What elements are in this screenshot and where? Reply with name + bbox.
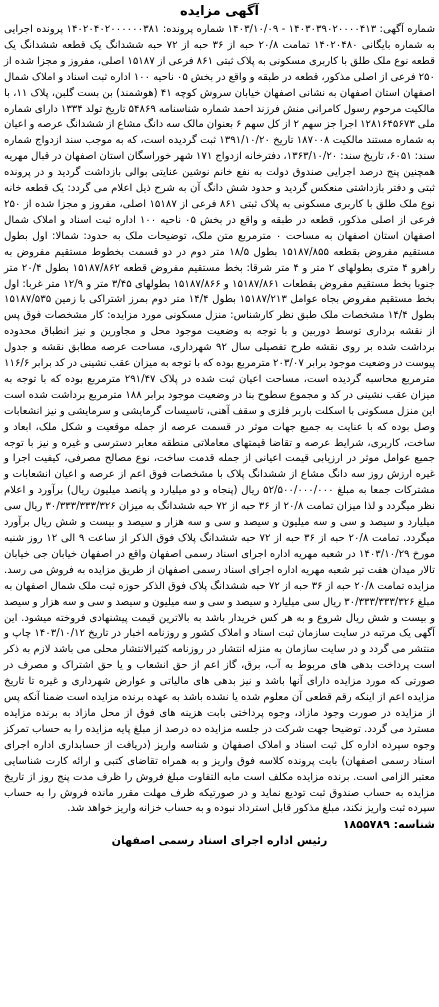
tracking-id: ۱۸۵۵۷۸۹ bbox=[342, 818, 390, 832]
notice-title: آگهی مزایده bbox=[180, 4, 259, 19]
tracking-line bbox=[4, 817, 435, 833]
signature: رئیس اداره اجرای اسناد رسمی اصفهان bbox=[111, 834, 328, 848]
notice-body: شماره آگهی: ۱۴۰۳۰۳۹۰۲۰۰۰۰۴۱۳ - ۱۴۰۳/۱۰/۰۹ شماره پرونده: ۱۴۰۲۰۴۰۲۰۰۰۰۰۰۳۸۱ پرونده اجرایی به شماره بایگانی ۱۴۰۲۰۴۸۰ تمامت ۲۰/۸ حبه از ۳۶ حبه از ۷۲ حبه ششدانگ یک قطعه ششدانگ یک قطعه نوع ملک طلق با کاربری مسکونی به پلاک ثبتی ۸۶۱ فرعی از ۱۵۱۸۷ اصلی، مفروز و مجزا شده از ۲۵۰ فرعی از اصلی مذکور، قطعه در طبقه و واقع در بخش ۰۵ ناحیه ۱۰۰ اداره ثبت اسناد و املاک شمال اصفهان استان اصفهان به نشانی اصفهان خیابان سروش کوچه ۴۱ (هوشمند) بن بست گلبن، پلاک ۱۱، با مالکیت مرحوم رسول کامرانی منش فرزند احمد شماره شناسنامه ۵۴۸۶۹ تاریخ تولد ۱۳۳۴ دارای شماره ملی ۱۲۸۱۶۴۵۶۷۳ اجرا جز سهم ۲ از کل سهم ۶ بعنوان مالک سه دانگ مشاع از ششدانگ عرصه و اعیان به شماره مستند مالکیت ۱۸۷۰۰۸ تاریخ ۱۳۹۱/۱۰/۲۰ ثبت گردیده است، که به موجب سند ازدواج شماره سند: ۶۰۵۱، تاریخ سند: ۱۳۶۳/۱۰/۲۰، دفترخانه ازدواج ۱۷۱ شهر خوراسگان استان اصفهان در قبال مهریه همچنین پنج درصد اجرایی صندوق دولت به نفع خانم نوشین عنایتی بوالی بازداشت گردید و در پرونده ثبتی و دفتر بازداشتی منعکس گردید و حدود شش دانگ آن به شرح ذیل اعلام می گردد: یک قطعه خانه نوع ملک طلق با کاربری مسکونی به پلاک ثبتی ۸۶۱ فرعی از ۱۵۱۸۷ اصلی، مفروز و مجزا شده از ۲۵۰ فرعی از اصلی مذکور، قطعه در طبقه و واقع در بخش ۰۵ ناحیه ۱۰۰ اداره ثبت اسناد و املاک شمال اصفهان استان اصفهان به مساحت ۰ مترمربع متن ملک، توضیحات ملک به حدود: شمالا: اول بطول مستقیم مفروض بقطعه ۱۵۱۸۷/۸۵۵ بطول ۱۸/۵ متر دوم در دو قسمت بخطوط مستقیم مفروض به راهرو ۴ متری بطولهای ۲ متر و ۴ متر شرقا: بخط مستقیم مفروض قطعه ۱۵۱۸۷/۸۶۲ بطول ۲۰/۴ متر جنوبا بخط مستقیم مفروض بقطعات ۱۵۱۸۷/۸۶۱ و ۱۵۱۸۷/۸۶۶ بطولهای ۳/۴۵ متر و ۱۲/۹ متر غربا: اول بخط مستقیم مفروض بجاه عوامل ۱۵۱۸۷/۲۱۳ بطول ۱۴/۴ متر دوم بمرز اشتراکی با زمین ۱۵۱۸۷/۵۳۵ بطول ۱۴/۴ مشخصات ملک طبق نظر کارشناس: منزل مسکونی مورد مزایده: کار مشخصات فوق پس از نقشه برداری توسط دوربین و با توجه به وضعیت موجود محل و مجاورین و نیز انطباق محدوده برداشت شده بر روی نقشه طرح تفصیلی سال ۹۲ شهرداری، مساحت عرصه مطابق نقشه و جدول پیوست در وضعیت موجود برابر ۲۰۳/۰۷ مترمربع بوده که با توجه به میزان عقب نشینی در کد برابر ۱۱۶/۶ مترمربع محاسبه گردیده است، مساحت اعیان ثبت شده در پلاک ۲۹۱/۴۷ مترمربع بوده که با توجه به میزان عقب نشینی در کد و مجموع سطوح بنا در وضعیت موجود برابر ۱۸۸ مترمربع برداشت شده است این منزل مسکونی با اسکلت باربر فلزی و سقف آهنی، تاسیسات گرمایشی و سرمایشی و نیز انشعابات وصل بوده که با عنایت به جمیع جهات موثر در قسمت عرصه از جمله موقعیت و شکل ملک، ابعاد و ساخت، کاربری، شرایط عرصه و تقاضا قیمتهای معاملاتی منطقه معابر دسترسی و غیره و نیز با توجه جمیع عوامل موثر در ارزیابی قیمت اعیانی از جمله قدمت ساخت، نوع مصالح مصرفی، کیفیت اجرا و غیره ارزش روز سه دانگ مشاع از ششدانگ پلاک با مشخصات فوق اعم از عرصه و اعیان انشعابات و مشترکات جمعا به مبلغ ۵۲/۵۰۰/۰۰۰/۰۰۰ ریال (پنجاه و دو میلیارد و پانصد میلیون ریال) برآورد و اعلام نظر میگردد و لذا میزان تمامت ۲۰/۸ از ۳۶ حبه از ۷۲ حبه ششدانگ به میزان ۳۰/۳۳۳/۳۳۳/۳۲۶ ریال سی میلیارد و سیصد و سی و سه میلیون و سیصد و سی و سه هزار و سیصد و بیست و شش ریال برآورد میگردد. تمامت ۲۰/۸ حبه از ۳۶ حبه از ۷۲ حبه ششدانگ پلاک فوق الذکر از ساعت ۹ الی ۱۲ روز شنبه مورخ ۱۴۰۳/۱۰/۲۹ در شعبه مهریه اداره اجرای اسناد رسمی اصفهان واقع در اصفهان خیابان جی خیابان تالار میدان هفت تیر شعبه مهریه اداره اجرای اسناد رسمی اصفهان از طریق مزایده به فروش می رسد. مزایده تمامت ۲۰/۸ حبه از ۳۶ حبه از ۷۲ حبه ششدانگ پلاک فوق الذکر حوزه ثبت ملک شمال اصفهان به مبلغ ۳۰/۳۳۳/۳۳۳/۳۲۶ ریال سی میلیارد و سیصد و سی و سه میلیون و سیصد و سی و سه هزار و سیصد و بیست و شش ریال شروع و به هر کس خریدار باشد به بالاترین قیمت پیشنهادی فروخته میشود. این آگهی یک مرتبه در سایت سازمان ثبت اسناد و املاک کشور و روزنامه اخبار در تاریخ ۱۴۰۳/۱۰/۱۲ چاپ و منتشر می گردد و در سایت سازمان به منزله انتشار در روزنامه کثیرالانتشار محلی می باشد لازم به ذکر است پرداخت بدهی های مربوط به آب، برق، گاز اعم از حق انشعاب و یا حق اشتراک و مصرف در صورتی که مورد مزایده دارای آنها باشد و نیز بدهی های مالیاتی و عوارض شهرداری و غیره تا تاریخ مزایده اعم از اینکه رقم قطعی آن معلوم شده یا نشده باشد به عهده برنده مزایده است ضمنا آنکه پس از مزایده در صورت وجود مازاد، وجوه پرداختی بابت هزینه های فوق از محل مازاد به برنده مزایده مسترد می گردد. توضیحا جهت شرکت در جلسه مزایده ده درصد از مبلغ پایه مزایده را به حساب تمرکز وجوه سپرده اداره کل ثبت اسناد و املاک اصفهان و شناسه واریز (دریافت از حسابداری اداره اجرای اسناد رسمی اصفهان) بابت پرونده کلاسه فوق واریز و به همراه تقاضای کتبی و ارائه کارت شناسایی معتبر الزامی است. برنده مزایده مکلف است مابه التفاوت مبلغ فروش را ظرف مدت پنج روز از تاریخ مزایده به حساب صندوق ثبت تودیع نماید و در صورتیکه ظرف مهلت مقرر مانده فروش را به حساب سپرده ثبت واریز نکند، مبلغ مذکور قابل استرداد نبوده و به حساب خزانه واریز خواهد شد. bbox=[4, 24, 436, 815]
tracking-label: شناسه: bbox=[393, 818, 435, 832]
